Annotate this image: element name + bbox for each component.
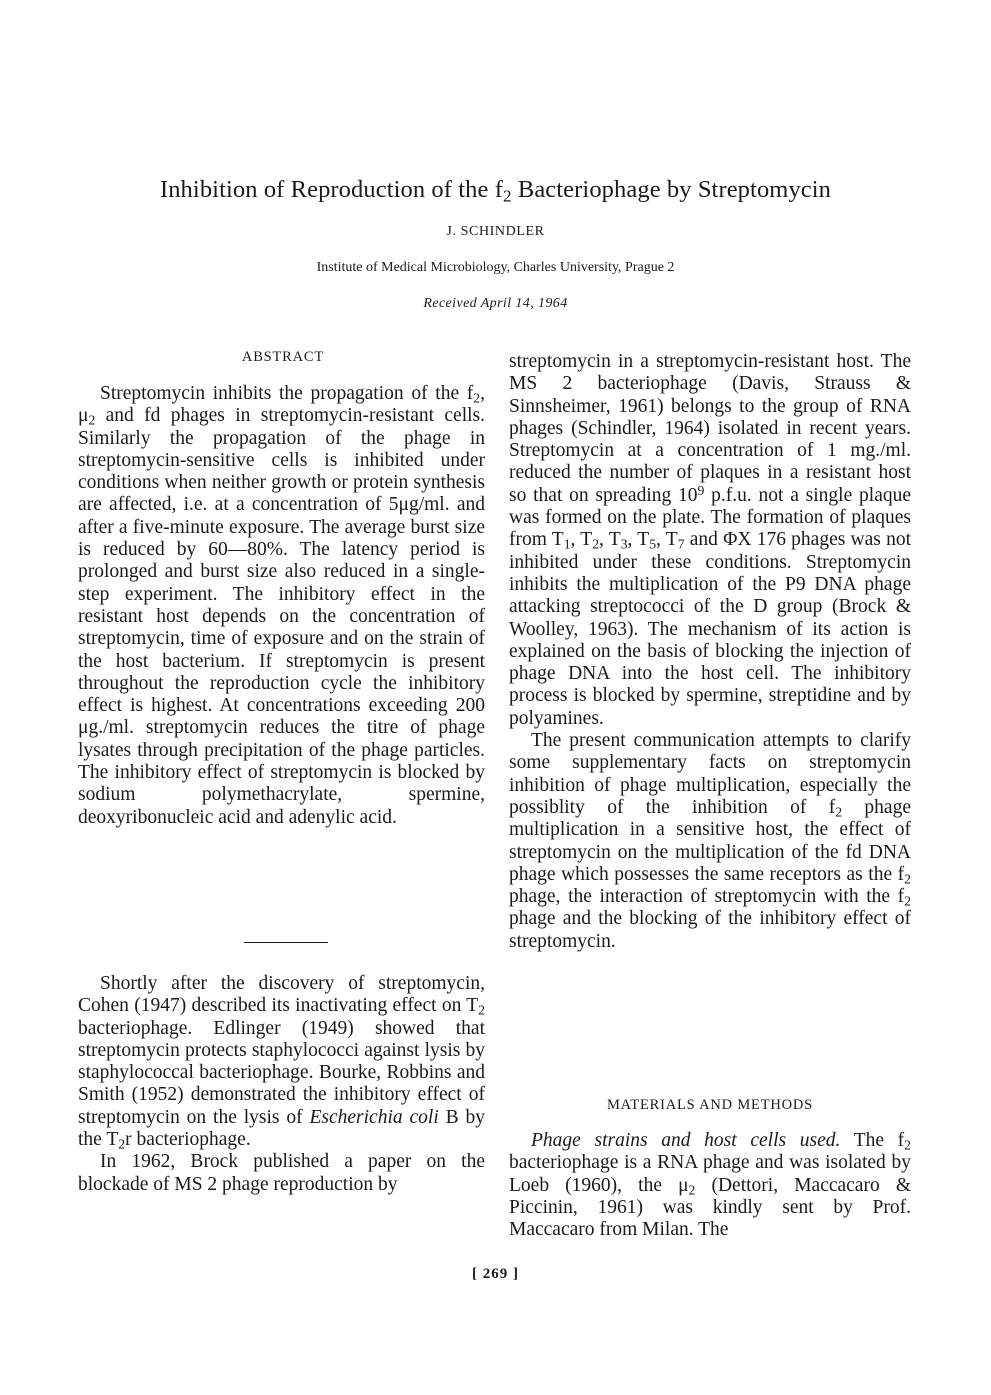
article-title: Inhibition of Reproduction of the $f_2$ Bacteriophage by Streptomycin [159,176,832,206]
intro-paragraph-3: The present communication attempts to clarify some supplementary facts on streptomycin inhibition of phage multiplication, especially the possiblity of the inhibition of $f_2$ phage multiplication in a sensitive host, the effect of streptomycin on the multiplication of the fd DNA phage which possesses the same receptors as the $f_2$ phage, the interaction of streptomycin with the $f_2$ phage and the blocking of the inhibitory effect of streptomycin. [509,730,911,952]
section-divider [244,942,328,943]
intro-paragraph-2: In 1962, Brock published a paper on the blockade of MS 2 phage reproduction by [78,1151,485,1195]
introduction-left-column [78,973,485,1196]
abstract-body [78,383,485,829]
methods-paragraph-1: Phage strains and host cells used. The $f_2$ bacteriophage is a RNA phage and was isolated by Loeb (1960), the $\mu_2$ (Dettori, Maccacaro & Piccinin, 1961) was kindly sent by Prof. Maccacaro from Milan. The [509,1130,911,1241]
received-date: Received April 14, 1964 [423,296,568,311]
page-number: [ 269 ] [472,1266,519,1282]
materials-methods-text [509,1130,911,1241]
abstract-paragraph: Streptomycin inhibits the propagation of the $f_2$, $\mu_2$ and fd phages in streptomycin-resistant cells. Similarly the propagation of the phage in streptomycin-sensitive cells is inhibited under conditions when neither growth or protein synthesis are affected, i.e. at a concentration of 5μg/ml. and after a five-minute exposure. The average burst size is reduced by 60—80%. The latency period is prolonged and burst size also reduced in a single-step experiment. The inhibitory effect in the resistant host depends on the concentration of streptomycin, time of exposure and on the strain of the host bacterium. If streptomycin is present throughout the reproduction cycle the inhibitory effect is highest. At concentrations exceeding 200 μg./ml. streptomycin reduces the titre of phage lysates through precipitation of the phage particles. The inhibitory effect of streptomycin is blocked by sodium polymethacrylate, spermine, deoxyribonucleic acid and adenylic acid. [78,383,485,828]
abstract-heading: ABSTRACT [241,349,325,365]
intro-paragraph-1: Shortly after the discovery of streptomycin, Cohen (1947) described its inactivating effect on $T_2$ bacteriophage. Edlinger (1949) showed that streptomycin protects staphylococci against lysis by staphylococcal bacteriophage. Bourke, Robbins and Smith (1952) demonstrated the inhibitory effect of streptomycin on the lysis of Escherichia coli B by the $T_2r$ bacteriophage. [78,973,485,1152]
right-column-text [509,351,911,953]
author-affiliation: Institute of Medical Microbiology, Charles University, Prague 2 [316,260,675,275]
intro-paragraph-2-continued: streptomycin in a streptomycin-resistant host. The MS 2 bacteriophage (Davis, Strauss & Sinnsheimer, 1961) belongs to the group of RNA phages (Schindler, 1964) isolated in recent years. Streptomycin at a concentration of 1 mg./ml. reduced the number of plaques in a resistant host so that on spreading $10^9$ p.f.u. not a single plaque was formed on the plate. The formation of plaques from $T_1$, $T_2$, $T_3$, $T_5$, $T_7$ and ΦX 176 phages was not inhibited under these conditions. Streptomycin inhibits the multiplication of the P9 DNA phage attacking streptococci of the D group (Brock & Woolley, 1963). The mechanism of its action is explained on the basis of blocking the injection of phage DNA into the host cell. The inhibitory process is blocked by spermine, streptidine and by polyamines. [509,351,912,729]
materials-methods-heading: MATERIALS AND METHODS [606,1097,814,1113]
author-name: J. SCHINDLER [446,224,545,239]
